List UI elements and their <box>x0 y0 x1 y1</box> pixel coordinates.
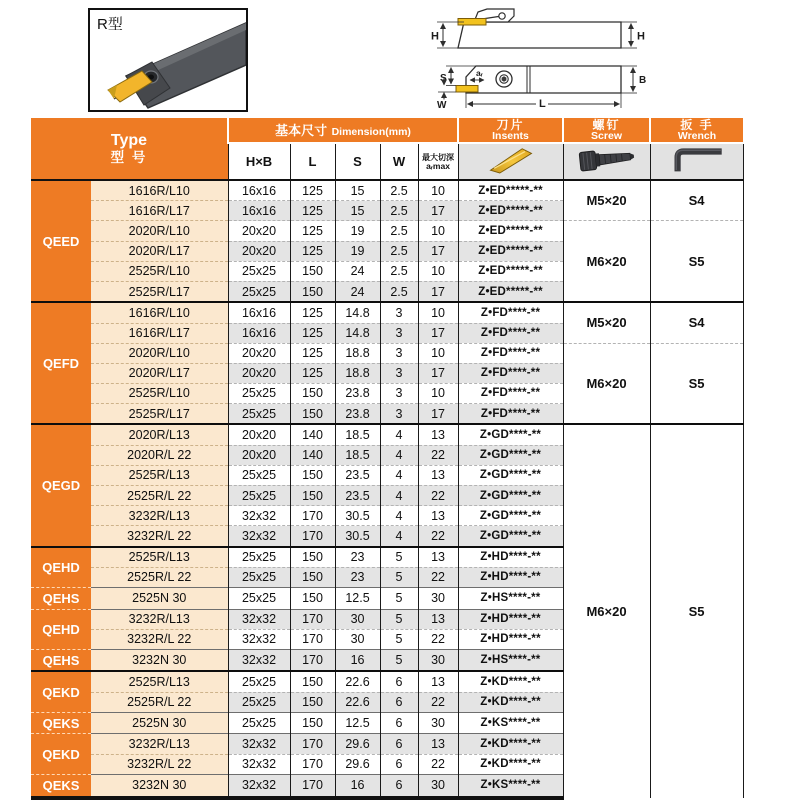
w-cell: 6 <box>380 754 418 774</box>
hxb-cell: 20x20 <box>228 445 290 465</box>
l-cell: 170 <box>290 734 335 754</box>
apmax-cell: 10 <box>418 261 458 281</box>
w-cell: 3 <box>380 363 418 383</box>
s-cell: 18.5 <box>335 445 380 465</box>
col-header-w: W <box>380 143 418 180</box>
l-cell: 125 <box>290 201 335 221</box>
table-row <box>31 221 743 241</box>
w-cell: 3 <box>380 323 418 343</box>
l-cell: 125 <box>290 323 335 343</box>
s-cell: 18.8 <box>335 363 380 383</box>
apmax-cell: 30 <box>418 649 458 671</box>
model-cell: 2525R/L 22 <box>91 567 228 587</box>
hxb-cell: 20x20 <box>228 241 290 261</box>
hxb-cell: 32x32 <box>228 754 290 774</box>
model-cell: 3232N 30 <box>91 774 228 798</box>
hxb-cell: 25x25 <box>228 547 290 568</box>
insert-cell: Z•HD****-** <box>458 547 563 568</box>
model-cell: 2525R/L13 <box>91 465 228 485</box>
w-cell: 4 <box>380 445 418 465</box>
insert-cell: Z•ED*****-** <box>458 261 563 281</box>
hxb-cell: 32x32 <box>228 774 290 798</box>
w-cell: 2.5 <box>380 221 418 241</box>
w-cell: 5 <box>380 649 418 671</box>
table-row <box>31 424 743 445</box>
s-cell: 30.5 <box>335 526 380 547</box>
w-cell: 2.5 <box>380 261 418 281</box>
inserts-header: 刀片 Insents <box>458 118 563 143</box>
w-cell: 6 <box>380 692 418 712</box>
wrench-cell: S5 <box>650 424 743 798</box>
l-cell: 125 <box>290 363 335 383</box>
w-cell: 4 <box>380 485 418 505</box>
s-cell: 30 <box>335 629 380 649</box>
side-view <box>431 9 645 48</box>
l-cell: 150 <box>290 712 335 733</box>
model-cell: 1616R/L17 <box>91 201 228 221</box>
dim-h-right: H <box>637 30 645 43</box>
hxb-cell: 25x25 <box>228 404 290 425</box>
s-cell: 14.8 <box>335 323 380 343</box>
model-cell: 2525R/L17 <box>91 281 228 302</box>
w-cell: 2.5 <box>380 281 418 302</box>
l-cell: 150 <box>290 567 335 587</box>
insert-cell: Z•GD****-** <box>458 526 563 547</box>
l-cell: 170 <box>290 629 335 649</box>
screw-icon-cell <box>563 143 650 180</box>
w-cell: 4 <box>380 424 418 445</box>
apmax-cell: 10 <box>418 302 458 323</box>
w-cell: 4 <box>380 506 418 526</box>
model-cell: 2020R/L 22 <box>91 445 228 465</box>
l-cell: 125 <box>290 221 335 241</box>
col-header-hxb: H×B <box>228 143 290 180</box>
l-cell: 170 <box>290 506 335 526</box>
hxb-cell: 16x16 <box>228 323 290 343</box>
s-cell: 18.5 <box>335 424 380 445</box>
insert-cell: Z•HD****-** <box>458 629 563 649</box>
s-cell: 23 <box>335 567 380 587</box>
col-header-s: S <box>335 143 380 180</box>
insert-cell: Z•FD****-** <box>458 363 563 383</box>
model-cell: 2525N 30 <box>91 712 228 733</box>
model-cell: 2020R/L10 <box>91 221 228 241</box>
w-cell: 6 <box>380 671 418 692</box>
w-cell: 4 <box>380 526 418 547</box>
dim-ar: aᵣ <box>476 68 483 78</box>
screw-cell: M6×20 <box>563 343 650 424</box>
model-cell: 3232R/L13 <box>91 734 228 754</box>
w-cell: 4 <box>380 465 418 485</box>
dim-h-left: H <box>431 30 439 43</box>
w-cell: 6 <box>380 774 418 798</box>
hxb-cell: 32x32 <box>228 506 290 526</box>
l-cell: 150 <box>290 547 335 568</box>
hxb-cell: 20x20 <box>228 343 290 363</box>
s-cell: 22.6 <box>335 692 380 712</box>
wrench-cell: S4 <box>650 180 743 221</box>
wrench-header: 扳 手 Wrench <box>650 118 743 143</box>
col-header-apmax: 最大切深 aᵣmax <box>418 143 458 180</box>
s-cell: 29.6 <box>335 754 380 774</box>
hxb-cell: 25x25 <box>228 465 290 485</box>
series-cell: QEHD <box>31 609 91 649</box>
model-cell: 3232R/L 22 <box>91 629 228 649</box>
l-cell: 150 <box>290 485 335 505</box>
s-cell: 23.5 <box>335 485 380 505</box>
s-cell: 16 <box>335 774 380 798</box>
insert-cell: Z•FD****-** <box>458 383 563 403</box>
wrench-cell: S5 <box>650 221 743 302</box>
model-cell: 2525R/L13 <box>91 671 228 692</box>
apmax-cell: 30 <box>418 588 458 609</box>
w-cell: 3 <box>380 343 418 363</box>
s-cell: 12.5 <box>335 712 380 733</box>
model-cell: 3232R/L 22 <box>91 754 228 774</box>
l-cell: 170 <box>290 774 335 798</box>
apmax-cell: 10 <box>418 343 458 363</box>
hxb-cell: 32x32 <box>228 629 290 649</box>
insert-cell: Z•HS****-** <box>458 649 563 671</box>
model-cell: 3232N 30 <box>91 649 228 671</box>
type-header <box>31 118 228 180</box>
hxb-cell: 16x16 <box>228 180 290 201</box>
insert-cell: Z•HS****-** <box>458 588 563 609</box>
hxb-cell: 25x25 <box>228 281 290 302</box>
apmax-cell: 10 <box>418 180 458 201</box>
l-cell: 140 <box>290 424 335 445</box>
insert-cell: Z•HD****-** <box>458 609 563 629</box>
table-row <box>31 180 743 201</box>
apmax-cell: 13 <box>418 671 458 692</box>
hxb-cell: 16x16 <box>228 302 290 323</box>
apmax-cell: 13 <box>418 424 458 445</box>
apmax-cell: 17 <box>418 201 458 221</box>
w-cell: 2.5 <box>380 241 418 261</box>
insert-cell: Z•FD****-** <box>458 302 563 323</box>
apmax-cell: 13 <box>418 547 458 568</box>
l-cell: 170 <box>290 649 335 671</box>
apmax-cell: 17 <box>418 323 458 343</box>
series-cell: QEKS <box>31 774 91 798</box>
apmax-cell: 10 <box>418 221 458 241</box>
insert-cell: Z•KD****-** <box>458 692 563 712</box>
apmax-cell: 10 <box>418 383 458 403</box>
hxb-cell: 20x20 <box>228 363 290 383</box>
apmax-cell: 22 <box>418 445 458 465</box>
hxb-cell: 25x25 <box>228 261 290 281</box>
l-cell: 125 <box>290 302 335 323</box>
insert-cell: Z•KD****-** <box>458 754 563 774</box>
insert-cell: Z•ED*****-** <box>458 221 563 241</box>
model-cell: 3232R/L13 <box>91 506 228 526</box>
table-row <box>31 343 743 363</box>
s-cell: 19 <box>335 241 380 261</box>
model-cell: 2020R/L10 <box>91 343 228 363</box>
wrench-cell: S4 <box>650 302 743 343</box>
w-cell: 3 <box>380 302 418 323</box>
w-cell: 3 <box>380 404 418 425</box>
apmax-cell: 13 <box>418 465 458 485</box>
s-cell: 23.8 <box>335 383 380 403</box>
hxb-cell: 32x32 <box>228 734 290 754</box>
l-cell: 150 <box>290 588 335 609</box>
insert-cell: Z•KD****-** <box>458 671 563 692</box>
model-cell: 2525R/L 22 <box>91 692 228 712</box>
model-cell: 2525R/L10 <box>91 383 228 403</box>
dim-b: B <box>639 75 647 86</box>
s-cell: 23.8 <box>335 404 380 425</box>
insert-cell: Z•ED*****-** <box>458 201 563 221</box>
apmax-cell: 30 <box>418 774 458 798</box>
l-cell: 150 <box>290 671 335 692</box>
l-cell: 125 <box>290 180 335 201</box>
dimension-header <box>228 118 458 143</box>
apmax-cell: 22 <box>418 485 458 505</box>
dim-l: L <box>539 98 546 110</box>
hxb-cell: 25x25 <box>228 485 290 505</box>
insert-cell: Z•FD****-** <box>458 343 563 363</box>
l-cell: 150 <box>290 261 335 281</box>
hxb-cell: 32x32 <box>228 649 290 671</box>
l-cell: 150 <box>290 692 335 712</box>
insert-top <box>456 86 478 93</box>
s-cell: 30 <box>335 609 380 629</box>
dimension-header-cn: 基本尺寸 <box>275 123 328 138</box>
model-cell: 2020R/L17 <box>91 241 228 261</box>
series-cell: QEHD <box>31 547 91 588</box>
w-cell: 5 <box>380 567 418 587</box>
w-cell: 5 <box>380 547 418 568</box>
s-cell: 14.8 <box>335 302 380 323</box>
insert-cell: Z•FD****-** <box>458 404 563 425</box>
screw-header: 螺钉 Screw <box>563 118 650 143</box>
s-cell: 29.6 <box>335 734 380 754</box>
l-cell: 140 <box>290 445 335 465</box>
apmax-cell: 13 <box>418 609 458 629</box>
hxb-cell: 25x25 <box>228 671 290 692</box>
series-cell: QEHS <box>31 588 91 609</box>
r-type-label: R型 <box>97 16 123 33</box>
w-cell: 2.5 <box>380 180 418 201</box>
w-cell: 5 <box>380 609 418 629</box>
table-row <box>31 302 743 323</box>
screw-cell: M6×20 <box>563 424 650 798</box>
model-cell: 2525R/L13 <box>91 547 228 568</box>
hxb-cell: 25x25 <box>228 383 290 403</box>
model-cell: 2020R/L17 <box>91 363 228 383</box>
s-cell: 15 <box>335 180 380 201</box>
model-cell: 1616R/L17 <box>91 323 228 343</box>
hxb-cell: 20x20 <box>228 424 290 445</box>
s-cell: 16 <box>335 649 380 671</box>
r-type-photo-box <box>88 8 248 112</box>
s-cell: 19 <box>335 221 380 241</box>
top-view <box>437 66 646 111</box>
model-cell: 2525N 30 <box>91 588 228 609</box>
insert-cell: Z•HD****-** <box>458 567 563 587</box>
insert-cell: Z•GD****-** <box>458 506 563 526</box>
l-cell: 150 <box>290 404 335 425</box>
hxb-cell: 25x25 <box>228 712 290 733</box>
l-cell: 150 <box>290 281 335 302</box>
model-cell: 2525R/L10 <box>91 261 228 281</box>
s-cell: 23 <box>335 547 380 568</box>
apmax-cell: 17 <box>418 241 458 261</box>
insert-cell: Z•KD****-** <box>458 734 563 754</box>
w-cell: 6 <box>380 734 418 754</box>
s-cell: 24 <box>335 261 380 281</box>
l-cell: 150 <box>290 383 335 403</box>
s-cell: 30.5 <box>335 506 380 526</box>
screw-cell: M6×20 <box>563 221 650 302</box>
l-cell: 125 <box>290 343 335 363</box>
w-cell: 3 <box>380 383 418 403</box>
model-cell: 2525R/L 22 <box>91 485 228 505</box>
series-cell: QEFD <box>31 302 91 424</box>
spec-table <box>31 118 744 800</box>
dimension-diagrams <box>424 2 650 114</box>
apmax-cell: 17 <box>418 363 458 383</box>
l-cell: 170 <box>290 609 335 629</box>
model-cell: 1616R/L10 <box>91 302 228 323</box>
apmax-cell: 17 <box>418 404 458 425</box>
hxb-cell: 32x32 <box>228 609 290 629</box>
insert-cell: Z•GD****-** <box>458 485 563 505</box>
model-cell: 1616R/L10 <box>91 180 228 201</box>
gold-insert-icon <box>483 144 539 174</box>
insert-cell: Z•ED*****-** <box>458 281 563 302</box>
s-cell: 24 <box>335 281 380 302</box>
apmax-cell: 17 <box>418 281 458 302</box>
w-cell: 6 <box>380 712 418 733</box>
insert-cell: Z•ED*****-** <box>458 180 563 201</box>
wrench-icon-cell <box>650 143 743 180</box>
series-cell: QEGD <box>31 424 91 546</box>
spec-table-body <box>31 180 743 798</box>
insert-cell: Z•FD****-** <box>458 323 563 343</box>
hxb-cell: 25x25 <box>228 567 290 587</box>
apmax-cell: 22 <box>418 692 458 712</box>
col-header-l: L <box>290 143 335 180</box>
series-cell: QEKD <box>31 734 91 774</box>
s-cell: 18.8 <box>335 343 380 363</box>
insert-cell: Z•GD****-** <box>458 445 563 465</box>
l-cell: 170 <box>290 754 335 774</box>
dim-s: S <box>440 73 447 84</box>
hxb-cell: 25x25 <box>228 692 290 712</box>
model-cell: 2020R/L13 <box>91 424 228 445</box>
dimension-header-en: Dimension(mm) <box>331 126 411 138</box>
screw-cell: M5×20 <box>563 180 650 221</box>
cap-screw-icon <box>577 145 637 173</box>
w-cell: 5 <box>380 629 418 649</box>
hxb-cell: 20x20 <box>228 221 290 241</box>
s-cell: 15 <box>335 201 380 221</box>
dim-w: W <box>437 100 447 111</box>
hxb-cell: 16x16 <box>228 201 290 221</box>
model-cell: 3232R/L 22 <box>91 526 228 547</box>
type-header-en: Type <box>110 131 148 149</box>
insert-cell: Z•GD****-** <box>458 465 563 485</box>
s-cell: 22.6 <box>335 671 380 692</box>
series-cell: QEHS <box>31 649 91 671</box>
l-cell: 150 <box>290 465 335 485</box>
series-cell: QEKS <box>31 712 91 733</box>
model-cell: 3232R/L13 <box>91 609 228 629</box>
s-cell: 12.5 <box>335 588 380 609</box>
series-cell: QEED <box>31 180 91 302</box>
apmax-cell: 30 <box>418 712 458 733</box>
apmax-cell: 22 <box>418 567 458 587</box>
apmax-cell: 13 <box>418 734 458 754</box>
apmax-cell: 22 <box>418 754 458 774</box>
w-cell: 5 <box>380 588 418 609</box>
apmax-cell: 13 <box>418 506 458 526</box>
apmax-cell: 22 <box>418 629 458 649</box>
model-cell: 2525R/L17 <box>91 404 228 425</box>
insert-cell: Z•KS****-** <box>458 774 563 798</box>
insert-cell: Z•ED*****-** <box>458 241 563 261</box>
s-cell: 23.5 <box>335 465 380 485</box>
insert-icon-cell <box>458 143 563 180</box>
apmax-cell: 22 <box>418 526 458 547</box>
type-header-cn: 型 号 <box>110 149 148 165</box>
series-cell: QEKD <box>31 671 91 712</box>
insert-cell: Z•GD****-** <box>458 424 563 445</box>
l-cell: 125 <box>290 241 335 261</box>
wrench-cell: S5 <box>650 343 743 424</box>
l-cell: 170 <box>290 526 335 547</box>
screw-cell: M5×20 <box>563 302 650 343</box>
hex-wrench-icon <box>665 144 729 174</box>
hxb-cell: 25x25 <box>228 588 290 609</box>
insert-cell: Z•KS****-** <box>458 712 563 733</box>
w-cell: 2.5 <box>380 201 418 221</box>
hxb-cell: 32x32 <box>228 526 290 547</box>
